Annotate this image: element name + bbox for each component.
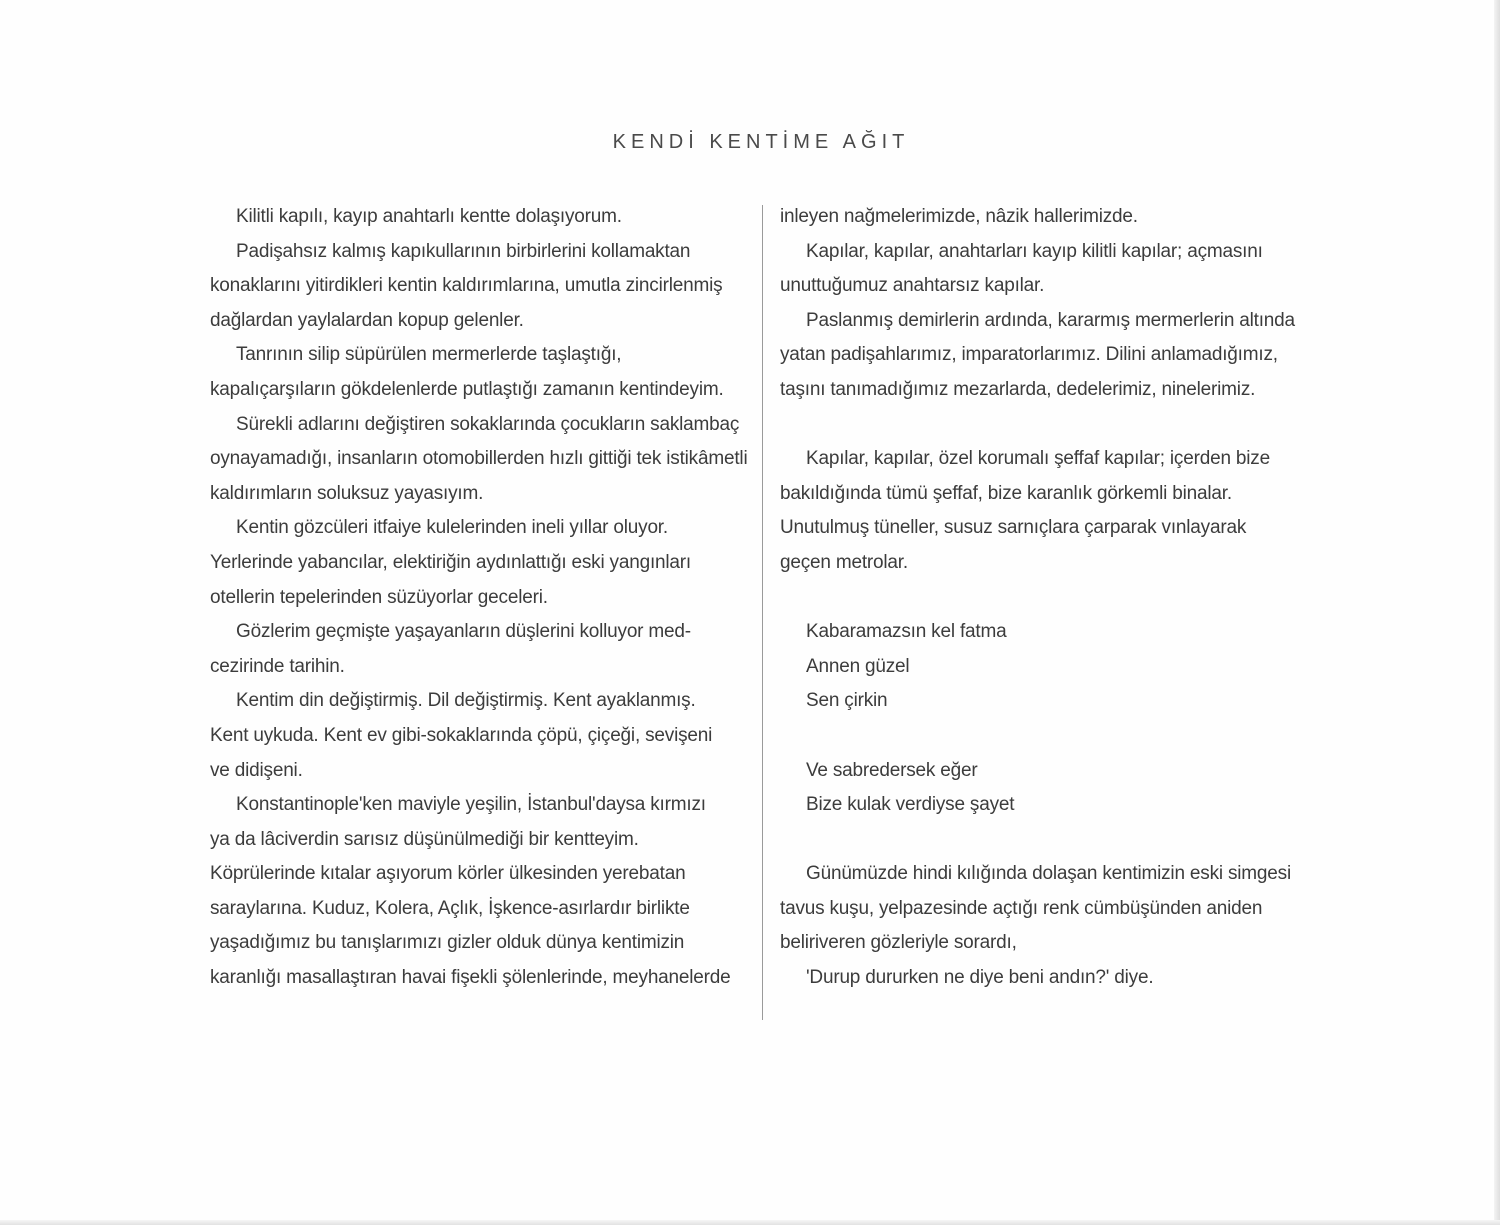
text-line: cezirinde tarihin. [210, 655, 345, 677]
text-line: dağlardan yaylalardan kopup gelenler. [210, 309, 524, 331]
stanza-gap [780, 823, 1340, 858]
text-line: ya da lâciverdin sarısız düşünülmediği bir kentteyim. [210, 828, 639, 850]
page-title: KENDİ KENTİME AĞIT [612, 131, 910, 153]
text-line: Köprülerinde kıtalar aşıyorum körler ülkesinden yerebatan [210, 863, 686, 885]
text-line: kaldırımların soluksuz yayasıyım. [210, 482, 484, 504]
text-line: kapalıçarşıların gökdelenlerde putlaştığı zamanın kentindeyim. [210, 378, 724, 400]
text-line: bakıldığında tümü şeffaf, bize karanlık görkemli binalar. [780, 482, 1232, 504]
text-line: Unutulmuş tüneller, susuz sarnıçlara çarparak vınlayarak [780, 517, 1247, 539]
text-line: yaşadığımız bu tanışlarımızı gizler olduk dünya kentimizin [210, 932, 685, 954]
verse-line: Kabaramazsın kel fatma [806, 621, 1007, 643]
text-line: inleyen nağmelerimizde, nâzik hallerimizde. [780, 206, 1138, 227]
verse-line: Bize kulak verdiyse şayet [806, 794, 1015, 816]
text-line: Yerlerinde yabancılar, elektiriğin aydınlattığı eski yangınları [210, 551, 691, 573]
stanza-gap [780, 581, 1340, 616]
text-line: geçen metrolar. [780, 551, 908, 573]
text-line: Günümüzde hindi kılığında dolaşan kentimizin eski simgesi [806, 863, 1291, 885]
text-line: Tanrının silip süpürülen mermerlerde taşlaştığı, [236, 344, 622, 366]
column-divider [762, 205, 763, 1020]
right-column [780, 200, 1340, 996]
text-line: Gözlerim geçmişte yaşayanların düşlerini kolluyor med- [236, 621, 691, 643]
stanza-gap [780, 408, 1340, 443]
text-line: yatan padişahlarımız, imparatorlarımız. Dilini anlamadığımız, [780, 344, 1278, 366]
text-line: Padişahsız kalmış kapıkullarının birbirlerini kollamaktan [236, 240, 691, 262]
text-line: 'Durup dururken ne diye beni andın?' diye. [806, 967, 1154, 989]
verse-line: Ve sabredersek eğer [806, 759, 978, 781]
text-line: tavus kuşu, yelpazesinde açtığı renk cümbüşünden aniden [780, 897, 1263, 919]
text-line: taşını tanımadığımız mezarlarda, dedelerimiz, ninelerimiz. [780, 378, 1256, 400]
left-column [210, 200, 758, 996]
text-line: Kent uykuda. Kent ev gibi-sokaklarında çöpü, çiçeği, sevişeni [210, 724, 713, 746]
text-line: Sürekli adlarını değiştiren sokaklarında çocukların saklambaç [236, 413, 740, 435]
text-line: Kapılar, kapılar, anahtarları kayıp kilitli kapılar; açmasını [806, 240, 1263, 262]
text-line: Kentim din değiştirmiş. Dil değiştirmiş. Kent ayaklanmış. [236, 690, 696, 712]
text-line: Paslanmış demirlerin ardında, kararmış mermerlerin altında [806, 309, 1295, 331]
verse-line: Sen çirkin [806, 690, 888, 712]
page-edge-bottom [0, 1220, 1500, 1225]
text-line: unuttuğumuz anahtarsız kapılar. [780, 275, 1045, 297]
text-line: ve didişeni. [210, 759, 303, 781]
text-line: Kentin gözcüleri itfaiye kulelerinden ineli yıllar oluyor. [236, 517, 668, 539]
text-line: Konstantinople'ken maviyle yeşilin, İstanbul'daysa kırmızı [236, 794, 706, 816]
text-line: beliriveren gözleriyle sorardı, [780, 932, 1017, 954]
text-line: karanlığı masallaştıran havai fişekli şölenlerinde, meyhanelerde [210, 967, 731, 989]
verse-line: Annen güzel [806, 655, 910, 677]
page-edge-right [1494, 0, 1500, 1225]
text-line: saraylarına. Kuduz, Kolera, Açlık, İşkence-asırlardır birlikte [210, 897, 690, 919]
text-line: Kilitli kapılı, kayıp anahtarlı kentte dolaşıyorum. [236, 206, 622, 227]
text-line: oynayamadığı, insanların otomobillerden hızlı gittiği tek istikâmetli [210, 448, 748, 470]
stanza-gap [780, 719, 1340, 754]
text-line: Kapılar, kapılar, özel korumalı şeffaf kapılar; içerden bize [806, 448, 1270, 470]
text-line: konaklarını yitirdikleri kentin kaldırımlarına, umutla zincirlenmiş [210, 275, 723, 297]
text-line: otellerin tepelerinden süzüyorlar geceleri. [210, 586, 548, 608]
